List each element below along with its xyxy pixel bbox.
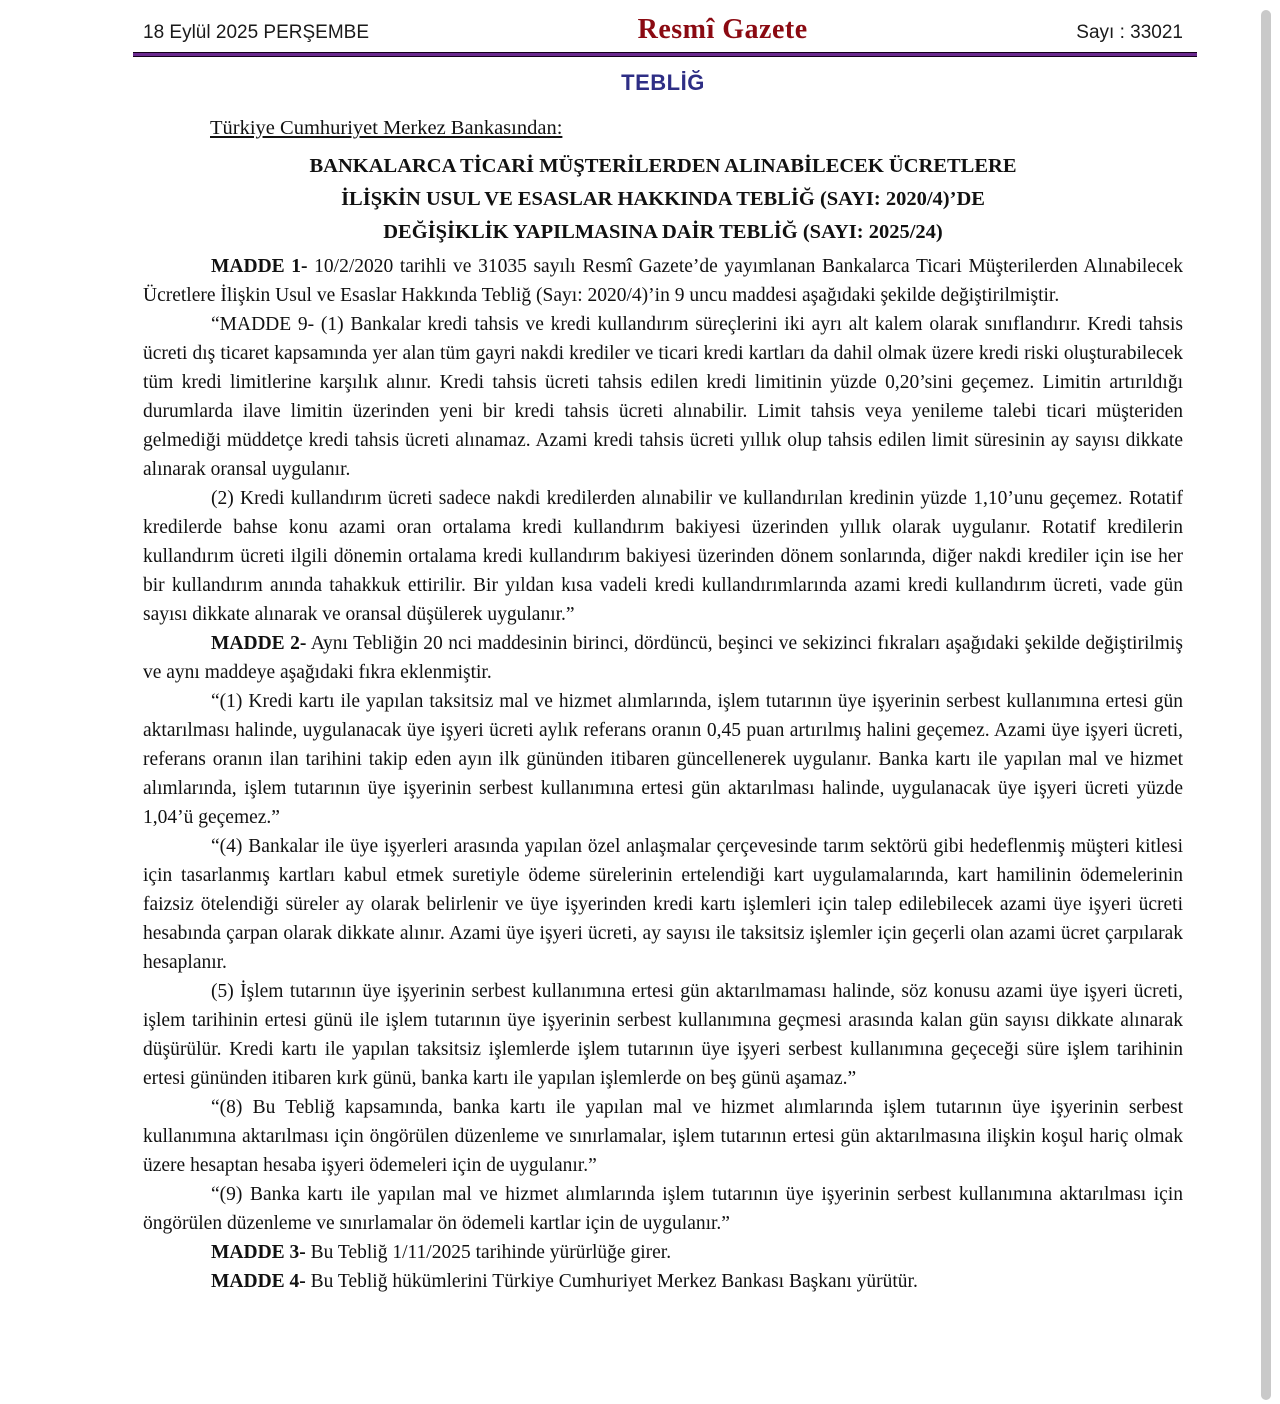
document-title-line: BANKALARCA TİCARİ MÜŞTERİLERDEN ALINABİLECEK ÜCRETLERE <box>309 155 1017 177</box>
document-body <box>143 252 1183 1296</box>
paragraph-madde-2: MADDE 2- Aynı Tebliğin 20 nci maddesinin birinci, dördüncü, beşinci ve sekizinci fıkraları aşağıdaki şekilde değiştirilmiş ve aynı maddeye aşağıdaki fıkra eklenmiştir. <box>143 633 1183 683</box>
paragraph-fikra-9: “(9) Banka kartı ile yapılan mal ve hizmet alımlarında işlem tutarının üye işyerinin serbest kullanımına aktarılması için öngörülen düzenleme ve sınırlamalar ön ödemeli kartlar için de uygulanır.” <box>143 1184 1183 1234</box>
paragraph-fikra-1: “(1) Kredi kartı ile yapılan taksitsiz mal ve hizmet alımlarında, işlem tutarının üye işyerinin serbest kullanımına ertesi gün aktarılması halinde, uygulanacak üye işyeri ücreti aylık referans oranın 0,45 puan artırılmış halini geçemez. Azami üye işyeri ücreti, referans oranın ilan tarihini takip eden ayın ilk gününden itibaren güncellenerek uygulanır. Banka kartı ile yapılan mal ve hizmet alımlarında, işlem tutarının üye işyerinin serbest kullanımına ertesi gün aktarılması halinde, uygulanacak üye işyeri ücreti yüzde 1,04’ü geçemez.” <box>143 691 1183 828</box>
header-date: 18 Eylül 2025 PERŞEMBE <box>143 22 370 43</box>
paragraph-madde-4: MADDE 4- Bu Tebliğ hükümlerini Türkiye Cumhuriyet Merkez Bankası Başkanı yürütür. <box>211 1271 918 1292</box>
gazette-header <box>143 14 1183 46</box>
paragraph-madde-3: MADDE 3- Bu Tebliğ 1/11/2025 tarihinde yürürlüğe girer. <box>211 1242 672 1263</box>
paragraph-fikra-8: “(8) Bu Tebliğ kapsamında, banka kartı ile yapılan mal ve hizmet alımlarında işlem tutarının üye işyerinin serbest kullanımına aktarılması için öngörülen düzenleme ve sınırlamalar, işlem tutarının ertesi gün aktarılmasına ilişkin koşul hariç olmak üzere hesaptan hesaba işyeri ödemeleri için de uygulanır.” <box>143 1097 1183 1176</box>
header-divider-rule <box>133 52 1197 57</box>
paragraph-madde-9-fikra-2: (2) Kredi kullandırım ücreti sadece nakdi kredilerden alınabilir ve kullandırılan kredinin yüzde 1,10’unu geçemez. Rotatif kredilerde bahse konu azami oran ortalama kredi kullandırım bakiyesi üzerinden yıllık olarak uygulanır. Rotatif kredilerin kullandırım ücreti ilgili dönemin ortalama kredi kullandırım bakiyesi üzerinden dönem sonlarında, diğer nakdi krediler için ise her bir kullandırım anında tahakkuk ettirilir. Bir yıldan kısa vadeli kredi kullandırımlarında azami kredi kullandırım ücreti, vade gün sayısı dikkate alınarak ve oransal düşülerek uygulanır.” <box>143 488 1183 625</box>
paragraph-madde-9-fikra-1: “MADDE 9- (1) Bankalar kredi tahsis ve kredi kullandırım süreçlerini iki ayrı alt kalem olarak sınıflandırır. Kredi tahsis ücreti dış ticaret kapsamında yer alan tüm gayri nakdi krediler ve ticari kredi kartları da dahil olmak üzere kredi riski oluşturabilecek tüm kredi limitlerine karşılık alınır. Kredi tahsis ücreti tahsis edilen kredi limitinin yüzde 0,20’sini geçemez. Limitin artırıldığı durumlarda ilave limitin üzerinden yeni bir kredi tahsis ücreti alınabilir. Limit tahsis veya yenileme talebi ticari müşteriden gelmediği müddetçe kredi tahsis ücreti alınamaz. Azami kredi tahsis ücreti yıllık olup tahsis edilen limit süresinin ay sayısı dikkate alınarak oransal uygulanır. <box>143 314 1183 480</box>
paragraph-fikra-4: “(4) Bankalar ile üye işyerleri arasında yapılan özel anlaşmalar çerçevesinde tarım sektörü gibi hedeflenmiş müşteri kitlesi için tasarlanmış kartları kabul etmek suretiyle ödeme sürelerinin ertelendiği kart uygulamalarında, kart hamilinin ödemelerinin faizsiz ötelendiği süreler ay olarak belirlenir ve üye işyerinden kredi kartı işlemleri için talep edilebilecek azami üye işyeri ücreti hesabında çarpan olarak dikkate alınır. Azami üye işyeri ücreti, ay sayısı ile taksitsiz işlemler için geçerli olan azami ücret çarpılarak hesaplanır. <box>143 836 1183 973</box>
header-issue-number: Sayı : 33021 <box>1076 22 1183 43</box>
article-label: MADDE 4- <box>211 1271 306 1292</box>
document-title-line: DEĞİŞİKLİK YAPILMASINA DAİR TEBLİĞ (SAYI: 2025/24) <box>383 221 943 243</box>
document-title <box>143 150 1183 249</box>
section-heading: TEBLİĞ <box>621 70 705 95</box>
masthead-title: Resmî Gazete <box>637 14 808 45</box>
article-label: MADDE 1- <box>211 256 308 277</box>
paragraph-madde-1: MADDE 1- 10/2/2020 tarihli ve 31035 sayılı Resmî Gazete’de yayımlanan Bankalarca Ticari Müşterilerden Alınabilecek Ücretlere İlişkin Usul ve Esaslar Hakkında Tebliğ (Sayı: 2020/4)’in 9 uncu maddesi aşağıdaki şekilde değiştirilmiştir. <box>143 256 1184 306</box>
issuer-paragraph <box>143 115 1183 141</box>
article-label: MADDE 3- <box>211 1242 306 1263</box>
article-label: MADDE 2- <box>211 633 307 654</box>
issuer-line: Türkiye Cumhuriyet Merkez Bankasından: <box>210 117 563 139</box>
document-title-line: İLİŞKİN USUL VE ESASLAR HAKKINDA TEBLİĞ (SAYI: 2020/4)’DE <box>341 188 985 210</box>
paragraph-fikra-5: (5) İşlem tutarının üye işyerinin serbest kullanımına ertesi gün aktarılmaması halinde, söz konusu azami üye işyeri ücreti, işlem tarihinin ertesi günü ile işlem tutarının üye işyerinin serbest kullanımına geçmesi arasında kalan gün sayısı dikkate alınarak düşürülür. Kredi kartı ile yapılan taksitsiz işlemlerde işlem tutarının üye işyeri serbest kullanımına geçeceği süre işlem tarihinin ertesi gününden itibaren kırk günü, banka kartı ile yapılan işlemlerde on beş günü aşamaz.” <box>143 981 1183 1089</box>
vertical-scrollbar[interactable] <box>1261 10 1271 1400</box>
